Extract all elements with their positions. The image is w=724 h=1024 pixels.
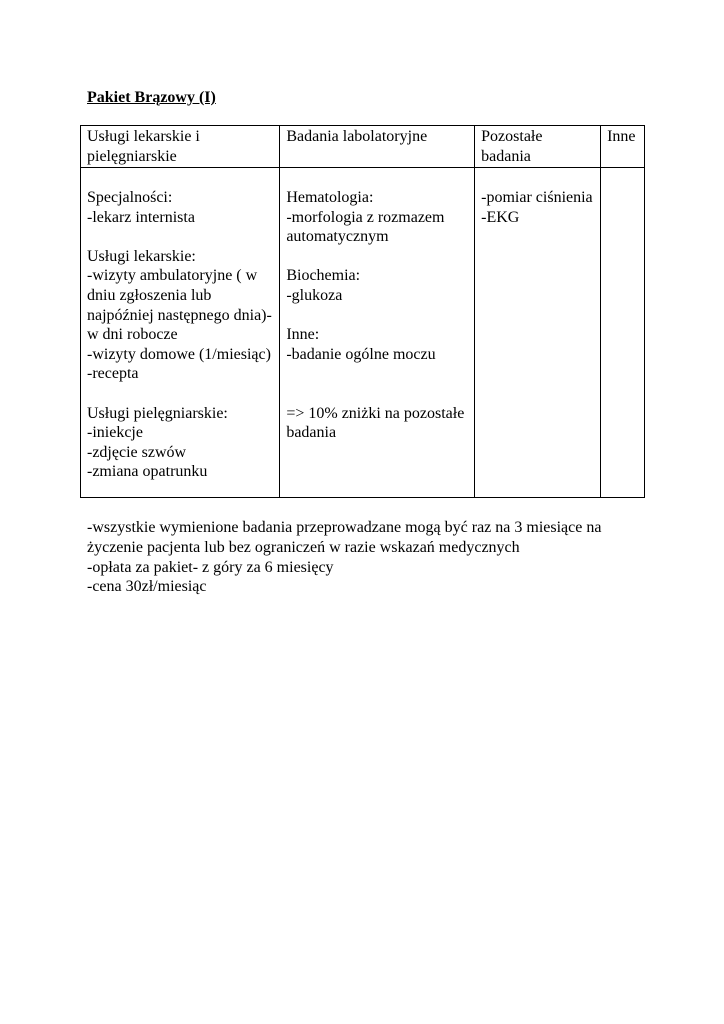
list-item: -zdjęcie szwów [87, 443, 187, 461]
table-body-row [81, 168, 645, 498]
hematology-heading: Hematologia: [286, 189, 374, 206]
cell-other-tests [475, 168, 601, 498]
package-table [80, 125, 645, 498]
list-item: -zmiana opatrunku [87, 463, 208, 481]
list-item: -wizyty domowe (1/miesiąc) [87, 345, 271, 363]
nursing-services-heading: Usługi pielęgniarskie: [87, 404, 228, 422]
list-item: -wizyty ambulatoryjne ( w dniu zgłoszenia lub najpóźniej następnego dnia)- w dni robocze [87, 267, 272, 344]
header-other-tests: Pozostałe badania [475, 126, 601, 168]
package-notes [87, 518, 601, 597]
header-lab-tests: Badania labolatoryjne [280, 126, 475, 168]
cell-lab-tests [280, 168, 475, 498]
discount-note: => 10% zniżki na pozostałe badania [286, 404, 465, 442]
list-item: -badanie ogólne moczu [286, 345, 436, 363]
package-title: Pakiet Brązowy (I) [87, 89, 216, 106]
table-header-row [81, 126, 645, 168]
other-lab-heading: Inne: [286, 326, 320, 344]
header-other: Inne [601, 126, 645, 168]
cell-other [601, 168, 645, 498]
biochemistry-heading: Biochemia: [286, 267, 361, 285]
cell-services [81, 168, 280, 498]
note-line: życzenie pacjenta lub bez ograniczeń w razie wskazań medycznych [87, 538, 520, 556]
medical-services-heading: Usługi lekarskie: [87, 247, 196, 265]
list-item: -EKG [481, 208, 520, 226]
note-line: -opłata za pakiet- z góry za 6 miesięcy [87, 558, 334, 576]
list-item: -glukoza [286, 286, 343, 304]
note-line: -wszystkie wymienione badania przeprowadzane mogą być raz na 3 miesiące na [87, 519, 602, 536]
list-item: -lekarz internista [87, 208, 195, 226]
list-item: -morfologia z rozmazem automatycznym [286, 208, 445, 246]
specialties-heading: Specjalności: [87, 189, 173, 206]
header-medical-nursing-services: Usługi lekarskie i pielęgniarskie [81, 126, 280, 168]
note-line: -cena 30zł/miesiąc [87, 578, 207, 596]
list-item: -iniekcje [87, 424, 143, 442]
list-item: -recepta [87, 365, 139, 383]
list-item: -pomiar ciśnienia [481, 189, 593, 206]
